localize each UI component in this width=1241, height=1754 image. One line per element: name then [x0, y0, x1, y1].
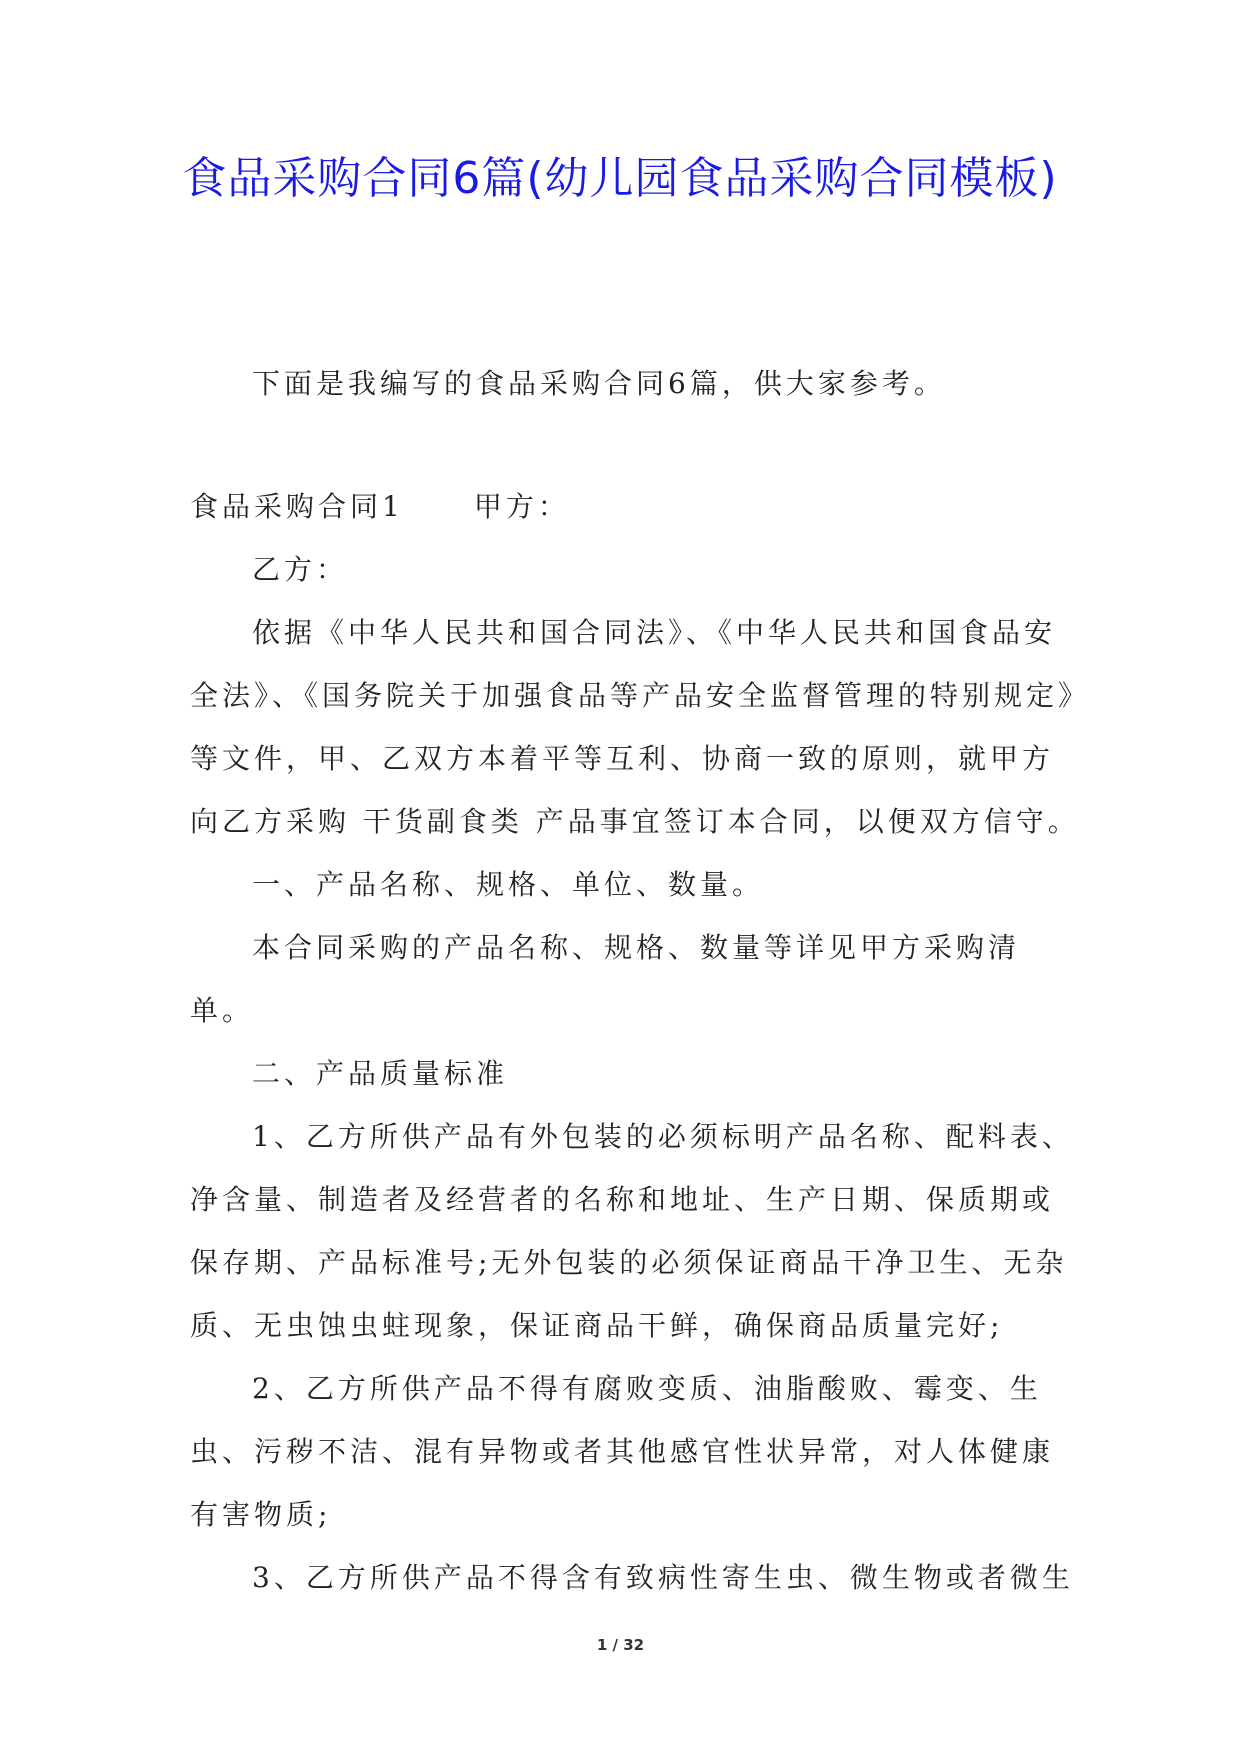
contract-paragraph: 本合同采购的产品名称、规格、数量等详见甲方采购清单。 [190, 931, 1021, 1027]
document-body [190, 352, 1080, 1609]
contract-paragraph: 依据《中华人民共和国合同法》、《中华人民共和国食品安全法》、《国务院关于加强食品等产品安全监督管理的特别规定》等文件，甲、乙双方本着平等互利、协商一致的原则，就甲方向乙方采购 干货副食类 产品事宜签订本合同，以便双方信守。 [190, 616, 1080, 838]
section-heading: 二、产品质量标准 [252, 1057, 509, 1090]
page-number: 1 / 32 [596, 1636, 645, 1654]
contract-paragraph: 3、乙方所供产品不得含有致病性寄生虫、微生物或者微生 [252, 1561, 1074, 1594]
contract-heading: 食品采购合同1 [190, 490, 404, 523]
party-b-label: 乙方： [252, 553, 349, 586]
intro-paragraph: 下面是我编写的食品采购合同6篇，供大家参考。 [252, 367, 946, 400]
contract-paragraph: 2、乙方所供产品不得有腐败变质、油脂酸败、霉变、生虫、污秽不洁、混有异物或者其他感官性状异常，对人体健康有害物质; [190, 1372, 1055, 1531]
contract-paragraph: 1、乙方所供产品有外包装的必须标明产品名称、配料表、净含量、制造者及经营者的名称和地址、生产日期、保质期或保存期、产品标准号;无外包装的必须保证商品干净卫生、无杂质、无虫蚀虫蛀现象，保证商品干鲜，确保商品质量完好; [190, 1120, 1074, 1342]
document-title: 食品采购合同6篇(幼儿园食品采购合同模板) [182, 153, 1058, 204]
party-a-label: 甲方： [473, 490, 570, 523]
contract-heading-line [190, 475, 1080, 538]
section-heading: 一、产品名称、规格、单位、数量。 [252, 868, 765, 901]
